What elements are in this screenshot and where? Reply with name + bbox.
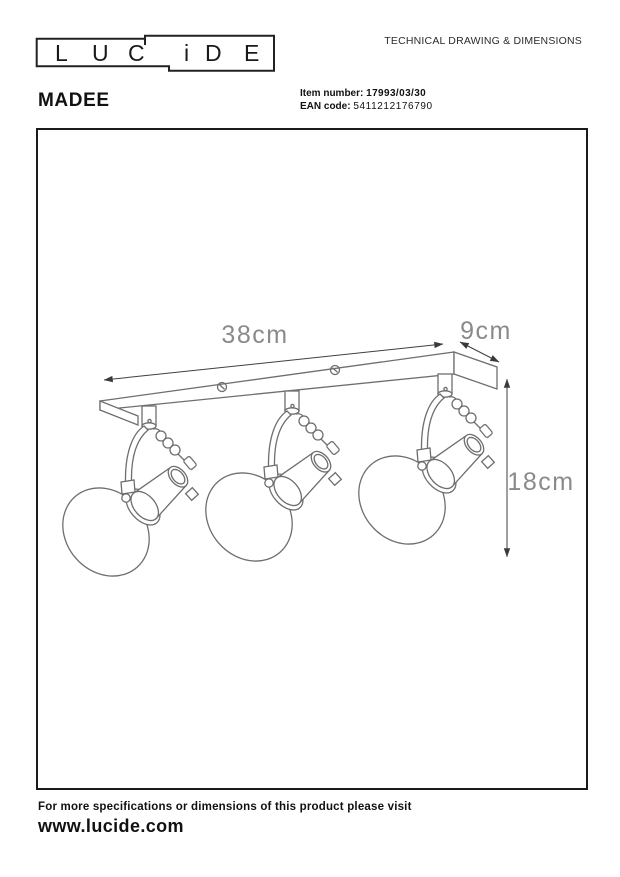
technical-drawing-frame [36,128,588,790]
website-url: www.lucide.com [38,816,184,836]
dimension-height-label: 18cm [507,468,575,496]
technical-drawing [38,130,586,788]
plate-bottom-face [100,352,454,410]
logo-letter-e: E [244,40,260,66]
footer-note: For more specifications or dimensions of this product please visit [38,801,412,813]
dimension-width-label: 38cm [221,321,289,349]
logo-frame [37,36,274,71]
ean-code-value: 5411212176790 [353,101,433,112]
logo-letter-c: C [128,40,145,66]
lucide-logo [34,33,279,81]
ean-code-label: EAN code: [300,101,351,112]
item-number-value: 17993/03/30 [366,88,427,99]
spotlight-left [45,406,198,594]
document-title: TECHNICAL DRAWING & DIMENSIONS [384,35,582,47]
ean-code-row [300,100,433,113]
logo-letter-u: U [92,40,109,66]
logo-letter-l: L [55,40,68,66]
spotlight-right [341,374,494,562]
spotlight-center [188,391,341,579]
dimension-depth-label: 9cm [460,317,512,345]
item-number-row [300,87,433,100]
logo-letter-i: i [184,40,190,66]
product-name: MADEE [38,90,110,111]
logo-letter-d: D [205,40,222,66]
item-number-label: Item number: [300,88,364,99]
product-codes [300,87,433,113]
